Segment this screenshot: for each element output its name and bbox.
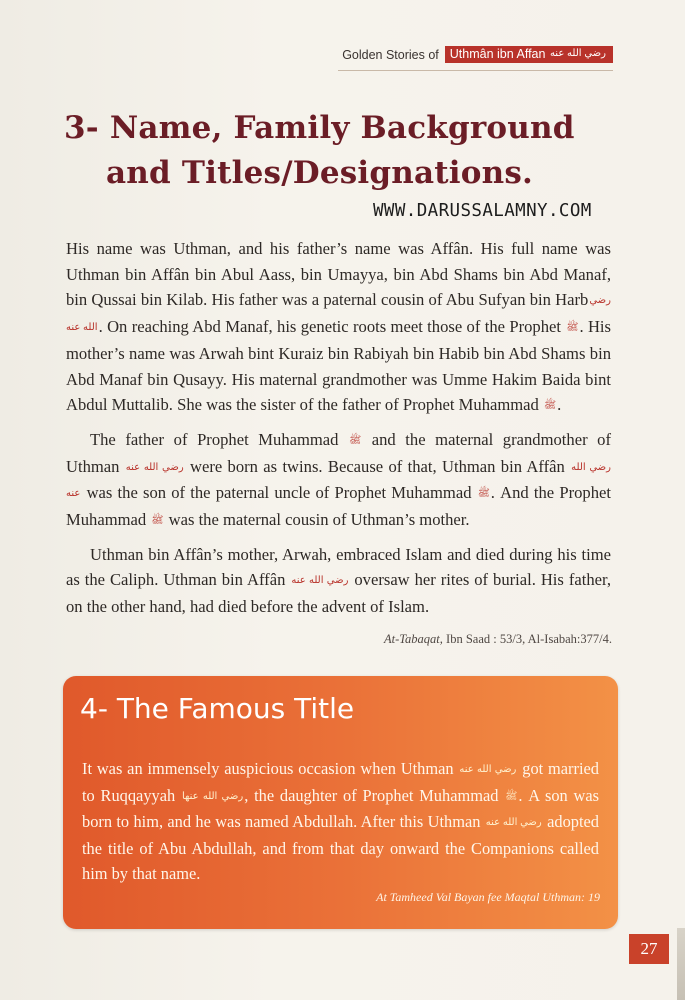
chapter-4-title: 4- The Famous Title bbox=[80, 692, 355, 725]
header-book-name bbox=[445, 46, 613, 63]
honorific-glyph: ﷺ bbox=[566, 322, 579, 334]
paragraph-2 bbox=[66, 427, 611, 534]
honorific-glyph: رضي الله عنه bbox=[459, 764, 517, 775]
chapter-3-title-line2: and Titles/Designations. bbox=[106, 155, 534, 191]
chapter-3-body bbox=[66, 236, 611, 628]
header-book-name-text: Uthmân ibn Affan bbox=[449, 47, 546, 61]
page-number: 27 bbox=[629, 934, 669, 964]
honorific-glyph: رضي الله عنه bbox=[549, 48, 606, 59]
paragraph-1 bbox=[66, 236, 611, 419]
citation-rest: Ibn Saad : 53/3, Al-Isabah:377/4. bbox=[446, 632, 612, 646]
honorific-glyph: ﷺ bbox=[349, 434, 362, 446]
paragraph-text: . His mother’s name was Arwah bint Kuraiz bin Rabiyah bin Habib bin Abd Shams bin Abd Manaf bin Qusayy. His maternal grandmother was Umme Hakim Baida bint Abdul Muttalib. She was the sister of the father of Prophet Muhammad bbox=[66, 317, 611, 415]
chapter-4-box bbox=[63, 676, 618, 929]
running-header bbox=[342, 46, 613, 63]
chapter-3-title bbox=[64, 106, 624, 196]
citation-italic: At-Tabaqat, bbox=[383, 632, 443, 646]
paragraph-text: oversaw her rites of burial. His father, on the other hand, had died before the advent of Islam. bbox=[66, 570, 611, 617]
paragraph-text: was the maternal cousin of Uthman’s mother. bbox=[168, 510, 470, 530]
honorific-glyph: رضي الله عنها bbox=[182, 790, 244, 802]
chapter-4-body bbox=[82, 756, 599, 887]
honorific-glyph: ﷺ bbox=[477, 488, 490, 500]
honorific-glyph: رضي الله عنه bbox=[66, 461, 611, 500]
paragraph-text: The father of Prophet Muhammad bbox=[90, 429, 339, 449]
honorific-glyph: ﷺ bbox=[505, 790, 518, 802]
citation-chapter-4: At Tamheed Val Bayan fee Maqtal Uthman: 19 bbox=[376, 890, 600, 904]
paragraph-text: was the son of the paternal uncle of Prophet Muhammad bbox=[86, 483, 472, 503]
honorific-glyph: رضي الله عنه bbox=[485, 817, 542, 829]
honorific-glyph: رضي الله عنه bbox=[291, 575, 349, 587]
header-book-prefix: Golden Stories of bbox=[342, 47, 439, 62]
paragraph-text: were born as twins. Because of that, Uthman bin Affân bbox=[189, 456, 565, 476]
paragraph-text: . A son was born to him, and he was named Abdullah. After this Uthman bbox=[82, 785, 599, 832]
chapter-3-title-line1: 3- Name, Family Background bbox=[64, 110, 575, 146]
honorific-glyph: ﷺ bbox=[151, 515, 164, 527]
citation-chapter-3 bbox=[384, 632, 612, 647]
paragraph-text: . And the Prophet Muhammad bbox=[66, 483, 611, 530]
paragraph-text: Uthman bin Affân’s mother, Arwah, embraced Islam and died during his time as the Caliph. Uthman bin Affân bbox=[66, 544, 611, 590]
honorific-glyph: ﷺ bbox=[544, 400, 557, 412]
paragraph-text: , the daughter of Prophet Muhammad bbox=[244, 785, 499, 805]
watermark-url: WWW.DARUSSALAMNY.COM bbox=[373, 201, 592, 221]
paragraph-text: His name was Uthman, and his father’s name was Affân. His full name was Uthman bin Affân bin Abul Aass, bin Umayya, bin Abd Shams bin Abd Manaf, bin Qussai bin Kilab. His father was a paternal cousin of Abu Sufyan bin Harb bbox=[66, 239, 611, 310]
honorific-glyph: رضي الله عنه bbox=[66, 295, 611, 334]
paragraph-text: got married to Ruqqayyah bbox=[82, 759, 599, 805]
header-rule bbox=[338, 70, 613, 71]
paragraph-text: adopted the title of Abu Abdullah, and from that day onward the Companions called him by that name. bbox=[82, 812, 599, 884]
page-edge bbox=[677, 928, 685, 1000]
paragraph-3 bbox=[66, 542, 611, 620]
paragraph-text: It was an immensely auspicious occasion when Uthman bbox=[82, 759, 454, 778]
paragraph-text: . bbox=[557, 395, 562, 415]
paragraph-text: and the maternal grandmother of Uthman bbox=[66, 429, 611, 476]
honorific-glyph: رضي الله عنه bbox=[125, 461, 184, 473]
paragraph-text: . On reaching Abd Manaf, his genetic roots meet those of the Prophet bbox=[98, 317, 561, 337]
